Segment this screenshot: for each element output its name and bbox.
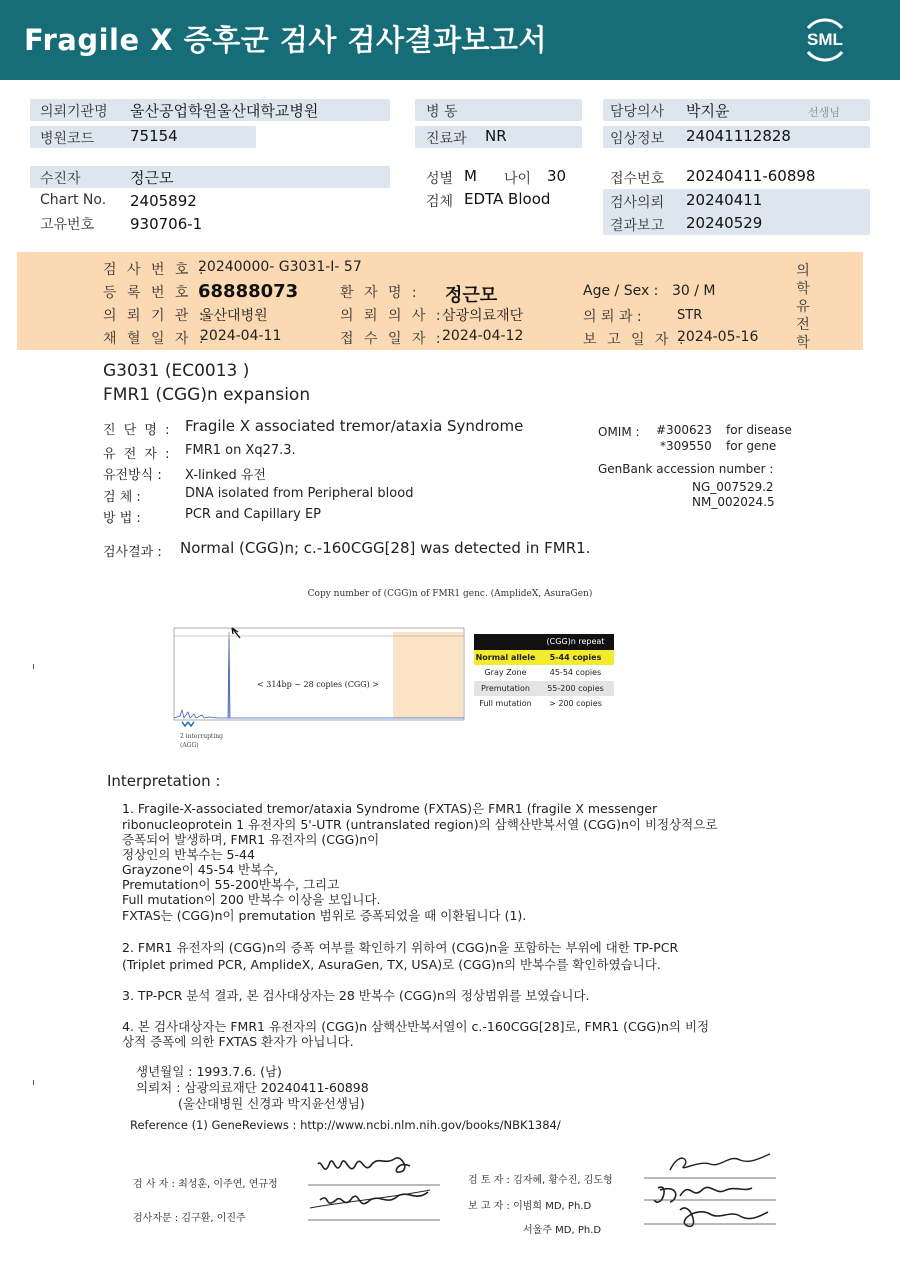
- request-value: 20240411: [686, 191, 763, 209]
- supervisors: 검사자문 : 김구환, 이진주: [133, 1213, 246, 1224]
- row-label: Full mutation: [479, 699, 532, 709]
- electropherogram: [168, 622, 468, 754]
- row-value: 45-54 copies: [549, 668, 602, 678]
- age-label: 나이: [504, 171, 532, 187]
- hospital-code-value: 75154: [130, 127, 178, 145]
- requester: 의뢰처 : 삼광의료재단 20240411-60898: [136, 1080, 369, 1095]
- method-value: PCR and Capillary EP: [185, 507, 321, 522]
- result-value: Normal (CGG)n; c.-160CGG[28] was detected in FMR1.: [180, 539, 591, 557]
- interpretation-line: 1. Fragile-X-associated tremor/ataxia Syndrome (FXTAS)은 FMR1 (fragile X messenger: [122, 801, 658, 816]
- specimen-label: 검체: [426, 194, 454, 210]
- table-row: [474, 665, 614, 681]
- reporter: 보 고 자 : 이범희 MD, Ph.D: [468, 1201, 592, 1212]
- doctor-label: 담당의사: [610, 104, 665, 120]
- patient-label: 수진자: [40, 171, 81, 187]
- gene-label: 유 전 자 :: [103, 447, 172, 462]
- reviewer-signatures: [640, 1140, 780, 1240]
- requester-detail: (울산대병원 신경과 박지윤선생님): [178, 1096, 365, 1111]
- reg-no-value: 68888073: [198, 281, 299, 302]
- sex-label: 성별: [426, 171, 454, 187]
- interpretation-line: (Triplet primed PCR, AmplideX, AsuraGen, TX, USA)로 (CGG)n의 반복수를 확인하였습니다.: [122, 957, 661, 972]
- report-label: 결과보고: [610, 218, 665, 234]
- ward-label: 병 동: [426, 104, 458, 120]
- specimen-value: EDTA Blood: [464, 190, 551, 208]
- method-label: 방 법 :: [103, 511, 141, 526]
- request-label: 검사의뢰: [610, 195, 665, 211]
- reg-no-label: 등 록 번 호 :: [103, 285, 207, 301]
- examiners: 검 사 자 : 최성훈, 이주연, 연규정: [133, 1179, 278, 1190]
- sex-value: M: [464, 167, 477, 185]
- dept-value: NR: [485, 127, 507, 145]
- interpretation-line: 정상인의 반복수는 5-44: [122, 847, 255, 862]
- req-doctor-value: 삼광의료재단: [442, 308, 524, 324]
- svg-text:SML: SML: [807, 30, 843, 49]
- table-row: [474, 650, 614, 666]
- margin-mark: [33, 1080, 34, 1085]
- svg-text:< 314bp ~ 28 copies (CGG) >: < 314bp ~ 28 copies (CGG) >: [256, 680, 380, 689]
- chart-value: 2405892: [130, 192, 197, 210]
- clinical-value: 24041112828: [686, 127, 791, 145]
- band-dept-value: STR: [677, 308, 703, 323]
- diag-value: Fragile X associated tremor/ataxia Syndrome: [185, 417, 524, 435]
- table-row: [474, 681, 614, 697]
- interpretation-line: Premutation이 55-200반복수, 그리고: [122, 877, 340, 892]
- inst-value: 울산대병원: [200, 308, 268, 324]
- genbank-ng: NG_007529.2: [692, 480, 774, 494]
- svg-text:2 interrupting: 2 interrupting: [180, 733, 223, 740]
- test-no-value: 20240000- G3031-I- 57: [198, 259, 362, 275]
- institution-value: 울산공업학원울산대학교병원: [130, 102, 319, 120]
- table-row: [474, 696, 614, 712]
- reference: Reference (1) GeneReviews : http://www.ncbi.nlm.nih.gov/books/NBK1384/: [130, 1118, 561, 1132]
- interpretation-heading: Interpretation :: [107, 772, 221, 790]
- omim-gene-note: for gene: [726, 439, 777, 453]
- inst-label: 의 뢰 기 관 :: [103, 308, 207, 324]
- age-sex-value: 30 / M: [672, 283, 716, 299]
- row-label: Gray Zone: [484, 668, 527, 678]
- gene-value: FMR1 on Xq27.3.: [185, 443, 296, 458]
- birth-date: 생년월일 : 1993.7.6. (남): [136, 1064, 282, 1079]
- interpretation-line: 3. TP-PCR 분석 결과, 본 검사대상자는 28 반복수 (CGG)n의 정상범위를 보였습니다.: [122, 988, 590, 1003]
- draw-date-label: 채 혈 일 자 :: [103, 331, 207, 347]
- interpretation-line: 2. FMR1 유전자의 (CGG)n의 증폭 여부를 확인하기 위하여 (CGG)n을 포함하는 부위에 대한 TP-PCR: [122, 940, 679, 955]
- dept-label: 진료과: [426, 131, 467, 147]
- reviewers: 검 토 자 : 김자혜, 황수진, 김도형: [468, 1175, 613, 1186]
- test-code: G3031 (EC0013 ): [103, 361, 250, 381]
- margin-mark: [33, 664, 34, 669]
- band-patient-value: 정근모: [445, 285, 498, 306]
- interpretation-line: 증폭되어 발생하며, FMR1 유전자의 (CGG)n이: [122, 832, 380, 847]
- clinical-label: 임상정보: [610, 131, 665, 147]
- institution-label: 의뢰기관명: [40, 104, 108, 120]
- recv-date-label: 접 수 일 자 :: [340, 331, 444, 347]
- age-value: 30: [547, 167, 567, 185]
- receipt-value: 20240411-60898: [686, 167, 816, 185]
- svg-text:(AGG): (AGG): [180, 742, 199, 749]
- report-value: 20240529: [686, 214, 763, 232]
- req-doctor-label: 의 뢰 의 사 :: [340, 308, 444, 324]
- report-date-value: 2024-05-16: [677, 329, 759, 345]
- patient-value: 정근모: [130, 169, 174, 187]
- interpretation-line: 상적 증폭에 의한 FXTAS 환자가 아닙니다.: [122, 1034, 354, 1049]
- result-label: 검사결과 :: [103, 545, 162, 560]
- doctor-value: 박지윤: [686, 102, 730, 120]
- row-value: > 200 copies: [549, 699, 602, 709]
- omim-gene: *309550: [660, 439, 712, 453]
- omim-disease: #300623: [656, 423, 712, 437]
- report-date-label: 보 고 일 자 :: [583, 332, 687, 348]
- band-patient-label: 환 자 명 :: [340, 285, 420, 301]
- figure-title: Copy number of (CGG)n of FMR1 genc. (AmplideX, AsuraGen): [307, 589, 593, 599]
- omim-label: OMIM :: [598, 425, 640, 439]
- recv-date-value: 2024-04-12: [442, 328, 524, 344]
- row-label: Premutation: [481, 683, 530, 693]
- reporter-2: 서울주 MD, Ph.D: [523, 1225, 602, 1236]
- genbank-label: GenBank accession number :: [598, 462, 774, 476]
- interpretation-line: Full mutation이 200 반복수 이상을 보입니다.: [122, 892, 381, 907]
- genbank-nm: NM_002024.5: [692, 495, 775, 509]
- interpretation-line: 4. 본 검사대상자는 FMR1 유전자의 (CGG)n 삼핵산반복서열이 c.-160CGG[28]로, FMR1 (CGG)n의 비정: [122, 1019, 710, 1034]
- interpretation-line: Grayzone이 45-54 반복수,: [122, 862, 279, 877]
- interpretation-line: ribonucleoprotein 1 유전자의 5'-UTR (untranslated region)의 삼핵산반복서열 (CGG)n이 비정상적으로: [122, 817, 718, 832]
- repeat-table: [474, 634, 614, 712]
- dept-vertical-label: 의학유전학: [796, 263, 810, 351]
- age-sex-label: Age / Sex :: [583, 283, 659, 299]
- doctor-suffix: 선생님: [808, 106, 840, 119]
- row-value: 5-44 copies: [537, 650, 614, 666]
- table-header: (CGG)n repeat: [537, 634, 614, 650]
- interpretation-line: FXTAS는 (CGG)n이 premutation 범위로 증폭되었을 때 이환됩니다 (1).: [122, 908, 527, 923]
- examiner-signatures: [300, 1150, 450, 1225]
- chart-label: Chart No.: [40, 192, 107, 208]
- hospital-code-label: 병원코드: [40, 131, 95, 147]
- test-name: FMR1 (CGG)n expansion: [103, 385, 311, 405]
- row-label: Normal allele: [474, 650, 537, 666]
- draw-date-value: 2024-04-11: [200, 328, 282, 344]
- inherit-label: 유전방식 :: [103, 468, 162, 483]
- omim-disease-note: for disease: [726, 423, 792, 437]
- diag-label: 진 단 명 :: [103, 423, 172, 438]
- row-value: 55-200 copies: [547, 683, 604, 693]
- specimen-test-label: 검 체 :: [103, 490, 141, 505]
- test-no-label: 검 사 번 호 :: [103, 262, 207, 278]
- report-title: Fragile X 증후군 검사 검사결과보고서: [24, 23, 548, 57]
- inherit-value: X-linked 유전: [185, 468, 266, 483]
- patient-box: [30, 166, 390, 188]
- specimen-test-value: DNA isolated from Peripheral blood: [185, 486, 414, 501]
- uid-label: 고유번호: [40, 217, 95, 233]
- uid-value: 930706-1: [130, 215, 203, 233]
- sml-logo: [800, 14, 850, 64]
- receipt-label: 접수번호: [610, 171, 665, 187]
- band-dept-label: 의 뢰 과 :: [583, 309, 642, 325]
